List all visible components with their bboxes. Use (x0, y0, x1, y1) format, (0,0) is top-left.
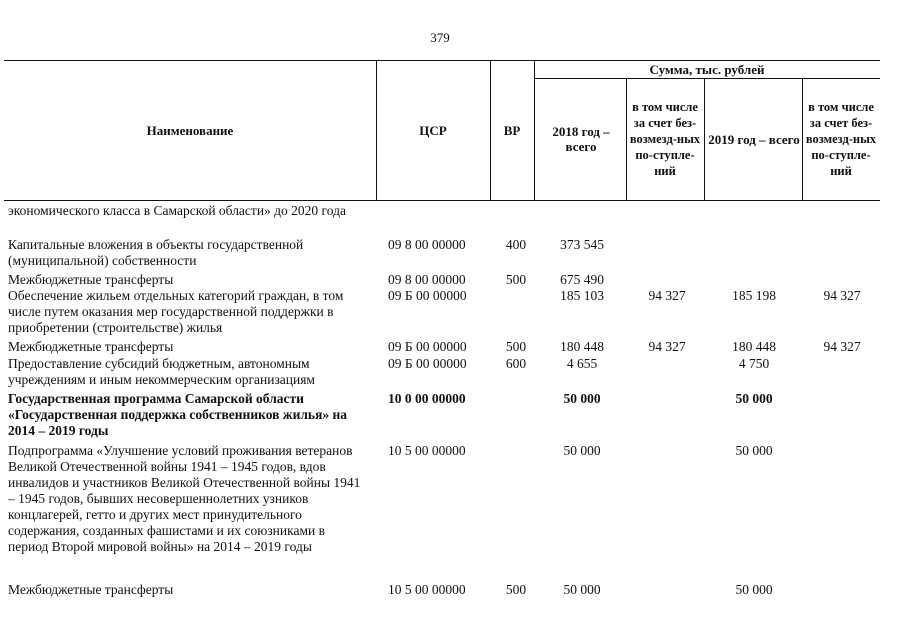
row-sum-2019: 185 198 (732, 288, 776, 303)
row-sum-2018: 50 000 (563, 582, 601, 597)
row-sum-2019: 180 448 (732, 339, 776, 354)
header-2018-total: 2018 год – всего (552, 124, 610, 154)
header-name: Наименование (146, 122, 234, 138)
row-name: Капитальные вложения в объекты государственной (муниципальной) собственности (8, 237, 304, 268)
header-2019-total: 2019 год – всего (708, 131, 800, 147)
row-sum-2018: 50 000 (563, 391, 601, 406)
row-name: Обеспечение жильем отдельных категорий граждан, в том числе путем оказания мер государственной поддержки в приобретении (строительстве) жилья (8, 288, 344, 335)
row-csr: 09 Б 00 00000 (388, 288, 467, 303)
row-csr: 10 5 00 00000 (388, 443, 466, 458)
row-sum-2019: 50 000 (735, 391, 773, 406)
row-sum-2019: 50 000 (735, 443, 773, 458)
row-name: Государственная программа Самарской области «Государственная поддержка собственников жилья» на 2014 – 2019 годы (8, 391, 348, 438)
row-sum-2018: 180 448 (560, 339, 604, 354)
row-sum-2019: 50 000 (735, 582, 773, 597)
page-number: 379 (430, 30, 450, 45)
row-sum-2018: 4 655 (566, 356, 598, 371)
row-csr: 09 Б 00 00000 (388, 339, 467, 354)
row-vr: 600 (505, 356, 527, 371)
row-csr: 09 8 00 00000 (388, 237, 466, 252)
row-gratis-2018: 94 327 (648, 288, 686, 303)
row-sum-2019: 4 750 (738, 356, 770, 371)
row-csr: 09 Б 00 00000 (388, 356, 467, 371)
row-vr: 400 (505, 237, 527, 252)
row-gratis-2019: 94 327 (823, 288, 861, 303)
header-csr: ЦСР (419, 122, 447, 138)
row-vr: 500 (505, 582, 527, 597)
row-name: Межбюджетные трансферты (8, 582, 174, 597)
row-vr: 500 (505, 339, 527, 354)
header-2019-gratis: в том числе за счет без-возмезд-ных по-ступле-ний (805, 100, 877, 178)
header-sum-group: Сумма, тыс. рублей (649, 61, 765, 77)
row-vr: 500 (505, 272, 527, 287)
row-sum-2018: 50 000 (563, 443, 601, 458)
row-name: Предоставление субсидий бюджетным, автономным учреждениям и иным некоммерческим организациям (8, 356, 315, 387)
row-csr: 09 8 00 00000 (388, 272, 466, 287)
row-sum-2018: 675 490 (560, 272, 604, 287)
row-name: Подпрограмма «Улучшение условий проживания ветеранов Великой Отечественной войны 1941 – 1945 годов, вдов инвалидов и участников Великой Отечественной войны 1941 – 1945 годов, бывших несовершеннолетних узников концлагерей, гетто и других мест принудительного содержания, созданных фашистами и их союзниками в период Второй мировой войны» на 2014 – 2019 годы (8, 443, 361, 554)
header-2018-gratis: в том числе за счет без-возмезд-ных по-ступле-ний (629, 100, 701, 178)
row-sum-2018: 373 545 (560, 237, 604, 252)
row-gratis-2019: 94 327 (823, 339, 861, 354)
row-name: Межбюджетные трансферты (8, 272, 174, 287)
table-header (4, 60, 880, 200)
row-name: Межбюджетные трансферты (8, 339, 174, 354)
row-csr: 10 0 00 00000 (388, 391, 466, 406)
row-name: экономического класса в Самарской области» до 2020 года (8, 203, 346, 218)
row-csr: 10 5 00 00000 (388, 582, 466, 597)
header-vr: ВР (503, 122, 521, 138)
row-sum-2018: 185 103 (560, 288, 604, 303)
row-gratis-2018: 94 327 (648, 339, 686, 354)
